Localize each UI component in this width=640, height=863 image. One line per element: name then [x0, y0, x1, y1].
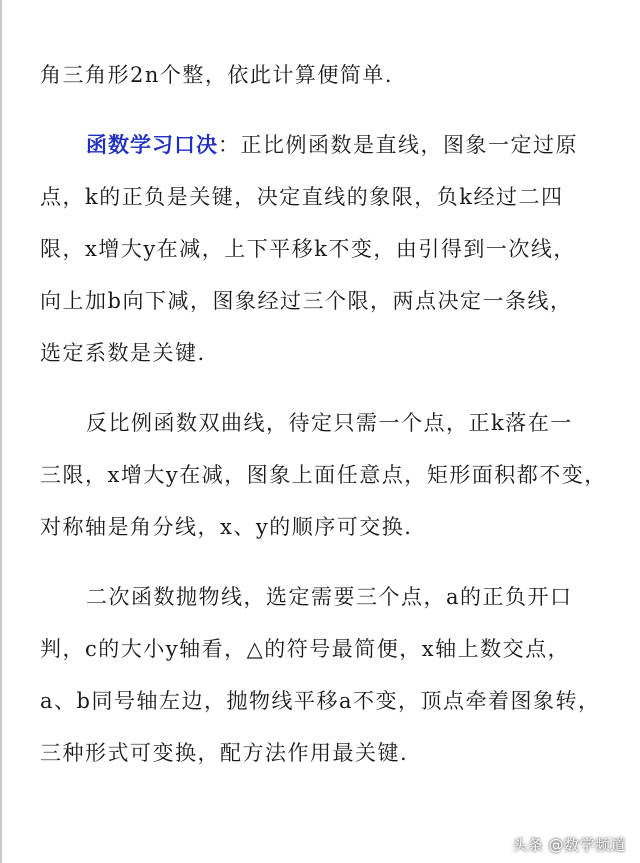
- paragraph-gap: [40, 102, 612, 120]
- paragraph-line: 反比例函数双曲线，待定只需一个点，正k落在一: [86, 411, 573, 435]
- document-content: [40, 50, 612, 780]
- paragraph-line: 判，c的大小y轴看，△的符号最简便，x轴上数交点，: [40, 637, 571, 661]
- paragraph-line: a、b同号轴左边，抛物线平移a不变，顶点牵着图象转，: [40, 689, 601, 713]
- heading-colon: ：: [218, 133, 241, 157]
- paragraph-line: 二次函数抛物线，选定需要三个点，a的正负开口: [86, 585, 573, 609]
- paragraph-line: 向上加b向下减，图象经过三个限，两点决定一条线，: [40, 289, 573, 313]
- paragraph-line: 点，k的正负是关键，决定直线的象限，负k经过二四: [40, 185, 564, 209]
- paragraph-line: 对称轴是角分线，x、y的顺序可交换.: [40, 515, 413, 539]
- paragraph-line-text: 正比例函数是直线，图象一定过原: [240, 133, 578, 157]
- intro-line: 角三角形2n个整，依此计算便简单.: [40, 63, 394, 87]
- watermark: 头条 @数学频道: [512, 836, 626, 854]
- paragraph-gap: [40, 380, 612, 398]
- paragraph-line: 三种形式可变换，配方法作用最关键.: [40, 741, 409, 765]
- paragraph-line: [40, 120, 612, 172]
- paragraph-line: 限，x增大y在减，上下平移k不变，由引得到一次线，: [40, 237, 576, 261]
- paragraph-line: 选定系数是关键.: [40, 341, 206, 365]
- paragraph-line: 三限，x增大y在减，图象上面任意点，矩形面积都不变，: [40, 463, 607, 487]
- paragraph-linear-function: [40, 120, 612, 380]
- paragraph-inverse-function: [40, 398, 612, 554]
- section-heading: 函数学习口决: [86, 133, 218, 157]
- paragraph-gap: [40, 554, 612, 572]
- paragraph-quadratic-function: [40, 572, 612, 780]
- intro-paragraph: [40, 50, 612, 102]
